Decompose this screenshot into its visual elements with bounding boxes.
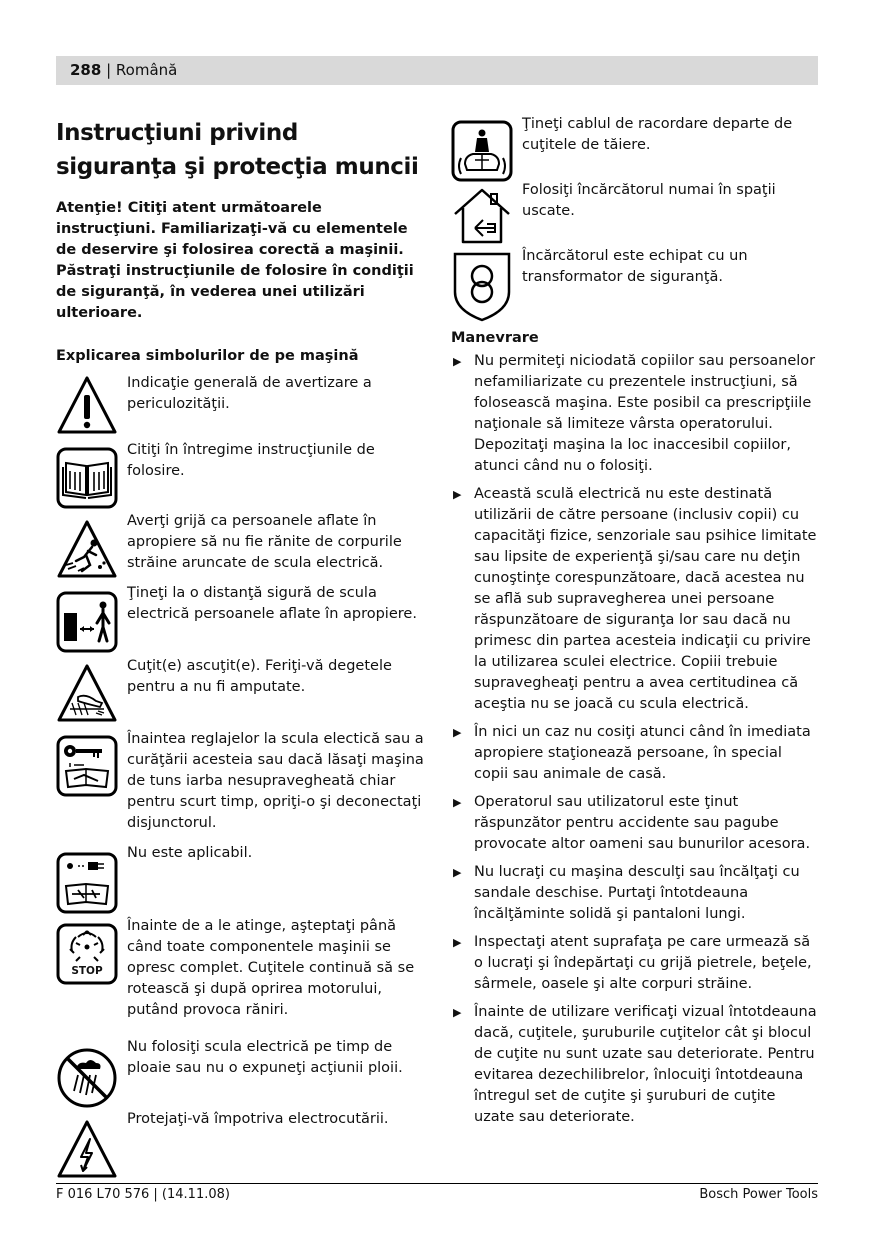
symbols-heading: Explicarea simbolurilor de pe maşină bbox=[56, 348, 359, 364]
page-title: Instrucţiuni privind siguranţa şi protecţia muncii bbox=[56, 120, 419, 180]
cable-away-icon bbox=[451, 120, 513, 182]
bullet-arrow-icon: ▶ bbox=[453, 726, 462, 739]
list-item bbox=[451, 792, 819, 855]
list-item bbox=[451, 722, 819, 785]
bullet-arrow-icon: ▶ bbox=[453, 1006, 462, 1019]
page-header bbox=[56, 56, 818, 85]
stop-label: STOP bbox=[71, 965, 103, 977]
handling-heading: Manevrare bbox=[451, 330, 539, 346]
symbol-text: Nu este aplicabil. bbox=[127, 845, 253, 861]
symbol-text: Încărcătorul este echipat cu un transformator de siguranţă. bbox=[522, 248, 748, 285]
no-rain-icon bbox=[56, 1047, 118, 1109]
list-item-text: În nici un caz nu cosiţi atunci când în imediata apropiere staţionează persoane, în special copii sau animale de casă. bbox=[474, 724, 811, 782]
symbol-text: Înainte de a le atinge, aşteptaţi până când toate componentele maşinii se opresc complet. Cuţitele continuă să se rotească şi după oprirea motorului, putând provoca răniri. bbox=[127, 918, 415, 1018]
list-item-text: Operatorul sau utilizatorul este ţinut răspunzător pentru accidente sau pagube provocate altor oameni sau bunurilor acesora. bbox=[474, 794, 811, 852]
thrown-objects-icon bbox=[56, 519, 118, 581]
disconnect-key-icon bbox=[56, 735, 118, 797]
symbol-text: Înaintea reglajelor la scula electică sau a curăţării acesteia sau dacă lăsaţi maşina de tuns iarba nesupravegheată chiar pentru scurt timp, opriţi-o şi deconectaţi disjunctorul. bbox=[127, 731, 424, 831]
bullet-arrow-icon: ▶ bbox=[453, 355, 462, 368]
symbol-text: Averţi grijă ca persoanele aflate în apropiere să nu fie rănite de corpurile străine aruncate de scula electrică. bbox=[127, 513, 402, 571]
intro-warning: Atenţie! Citiţi atent următoarele instrucţiuni. Familiarizaţi-vă cu elementele de deservire şi folosirea corectă a maşinii. Păstraţi instrucţiunile de folosire în condiţii de siguranţă, în vederea unei utilizări ulterioare. bbox=[56, 200, 414, 321]
symbol-text: Nu folosiţi scula electrică pe timp de ploaie sau nu o expuneţi acţiunii ploii. bbox=[127, 1039, 403, 1076]
list-item-text: Inspectaţi atent suprafaţa pe care urmează să o lucraţi şi îndepărtaţi cu grijă pietrele, beţele, sârmele, oasele şi alte corpuri străine. bbox=[474, 934, 812, 992]
symbol-text: Indicaţie generală de avertizare a periculozităţii. bbox=[127, 375, 372, 412]
warning-exclamation-icon bbox=[56, 375, 118, 437]
read-manual-icon bbox=[56, 447, 118, 509]
footer-divider bbox=[56, 1183, 818, 1184]
list-item-text: Nu permiteţi niciodată copiilor sau persoanelor nefamiliarizate cu prezentele instrucţiuni, să folosească maşina. Este posibil ca prescripţiile naţionale să limiteze vârsta operatorului. Depozitaţi maşina la loc inaccesibil copiilor, atunci când nu o folosiţi. bbox=[474, 353, 816, 474]
electric-shock-icon bbox=[56, 1119, 118, 1181]
footer-document-id: F 016 L70 576 | (14.11.08) bbox=[56, 1187, 230, 1202]
bullet-arrow-icon: ▶ bbox=[453, 488, 462, 501]
symbol-text: Cuţit(e) ascuţit(e). Feriţi-vă degetele pentru a nu fi amputate. bbox=[127, 658, 392, 695]
page-number: 288 bbox=[70, 61, 102, 79]
bullet-arrow-icon: ▶ bbox=[453, 796, 462, 809]
footer-brand: Bosch Power Tools bbox=[699, 1187, 818, 1202]
symbol-text: Protejaţi-vă împotriva electrocutării. bbox=[127, 1111, 389, 1127]
list-item bbox=[451, 484, 819, 715]
list-item bbox=[451, 351, 819, 477]
keep-distance-icon bbox=[56, 591, 118, 653]
header-separator: | bbox=[101, 61, 116, 79]
list-item-text: Această sculă electrică nu este destinată utilizării de către persoane (inclusiv copii) cu capacităţi fizice, senzoriale sau psihice limitate sau lipsite de experienţă şi/sau care nu deţin cunoştinţe corespunzătoare, dacă acestea nu se află sub supravegherea unei persoane răspunzătoare de siguranţa lor sau dacă nu primesc din partea acesteia indicaţii cu privire la utilizarea sculei electrice. Copiii trebuie supravegheaţi pentru a avea certitudinea că aceştia nu se joacă cu scula electrică. bbox=[474, 486, 817, 712]
left-column bbox=[56, 112, 424, 1127]
symbol-text: Ţineţi cablul de racordare departe de cuţitele de tăiere. bbox=[522, 116, 793, 153]
header-language: Română bbox=[115, 61, 178, 79]
list-item-text: Înainte de utilizare verificaţi vizual întotdeauna dacă, cuţitele, şuruburile cuţitelor cât şi blocul de cuţite nu sunt uzate sau deteriorate. Pentru evitarea dezechilibrelor, înlocuiţi întotdeauna întregul set de cuţite şi şuruburi de cuţite uzate sau deteriorate. bbox=[474, 1004, 817, 1125]
list-item bbox=[451, 932, 819, 995]
symbol-text: Ţineţi la o distanţă sigură de scula electrică persoanele aflate în apropiere. bbox=[127, 585, 417, 622]
symbol-text: Folosiţi încărcătorul numai în spaţii uscate. bbox=[522, 182, 776, 219]
symbol-text: Citiţi în întregime instrucţiunile de folosire. bbox=[127, 442, 375, 479]
list-item-text: Nu lucraţi cu maşina desculţi sau încălţaţi cu sandale deschise. Purtaţi întotdeauna încălţăminte solidă şi pantaloni lungi. bbox=[474, 864, 800, 922]
list-item bbox=[451, 862, 819, 925]
unplug-manual-icon bbox=[56, 852, 118, 914]
handling-section bbox=[451, 328, 819, 1135]
indoor-use-icon bbox=[451, 186, 513, 248]
safety-transformer-icon bbox=[451, 252, 513, 322]
bullet-arrow-icon: ▶ bbox=[453, 866, 462, 879]
bullet-arrow-icon: ▶ bbox=[453, 936, 462, 949]
list-item bbox=[451, 1002, 819, 1128]
sharp-blades-icon bbox=[56, 663, 118, 725]
stop-rotation-icon bbox=[56, 923, 118, 985]
